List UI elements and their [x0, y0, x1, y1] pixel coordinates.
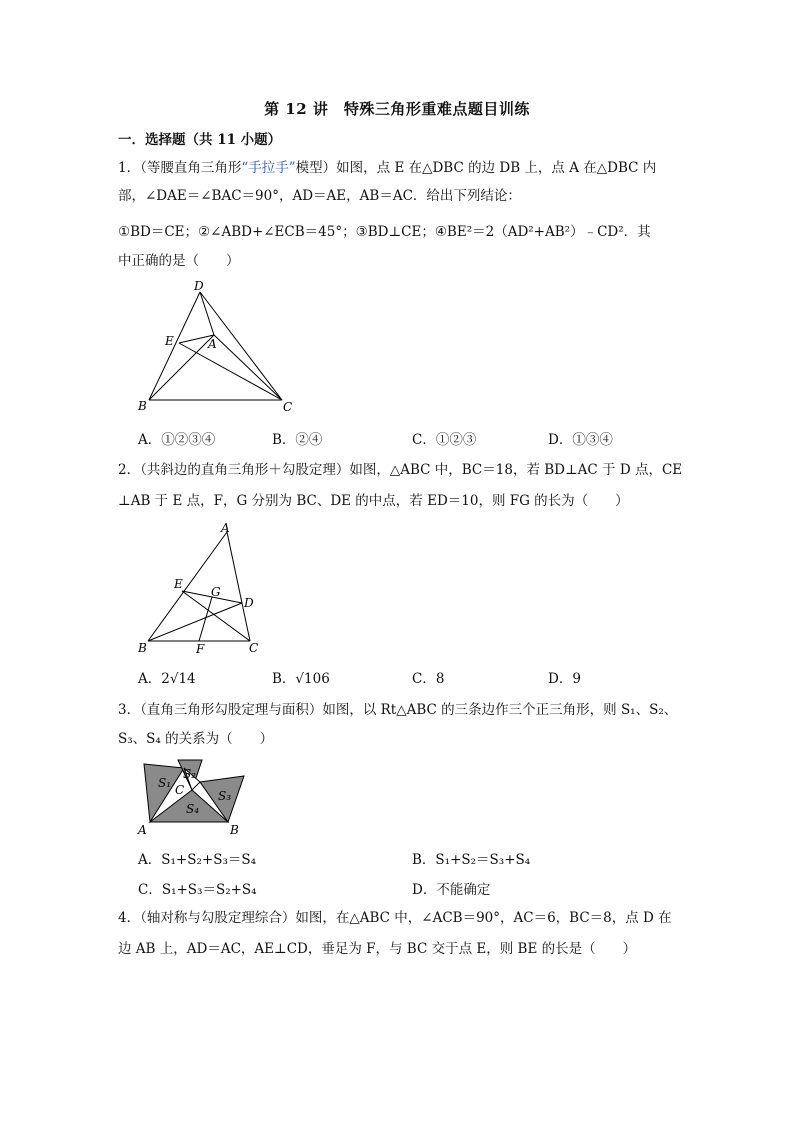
q2-line-2: ⊥AB 于 E 点，F，G 分别为 BC、DE 的中点，若 ED＝10，则 FG 的长为（ ）: [118, 493, 629, 509]
q1-line-4: 中正确的是（ ）: [118, 253, 240, 269]
q4-line-2: 边 AB 上，AD＝AC，AE⊥CD，垂足为 F，与 BC 交于点 E，则 BE 的长是（ ）: [118, 941, 637, 957]
q1-line-3: ①BD＝CE；②∠ABD+∠ECB＝45°；③BD⊥CE；④BE²＝2（AD²+AB²）﹣CD²．其: [118, 224, 651, 240]
q3-line-1: 3．（直角三角形勾股定理与面积）如图，以 Rt△ABC 的三条边作三个正三角形，则 S₁、S₂、: [118, 702, 678, 718]
q2-figure: [132, 520, 268, 658]
q2-label-B: B: [138, 641, 147, 655]
q4-line-1: 4．（轴对称与勾股定理综合）如图，在△ABC 中，∠ACB＝90°，AC＝6，BC＝8，点 D 在: [118, 910, 672, 926]
q1-label-E: E: [165, 334, 174, 348]
q2-option-c[interactable]: C．8: [412, 671, 445, 687]
q3-label-B: B: [230, 823, 239, 837]
q3-label-s3: S₃: [218, 789, 232, 803]
q3-label-s1: S₁: [158, 776, 172, 790]
q1-line-1: 1．（等腰直角三角形“手拉手”模型）如图，点 E 在△DBC 的边 DB 上，点 A 在△DBC 内: [118, 160, 657, 176]
q3-option-b[interactable]: B．S₁+S₂＝S₃+S₄: [412, 852, 531, 868]
q2-label-C: C: [249, 641, 259, 655]
page-title: 第 12 讲 特殊三角形重难点题目训练: [264, 100, 530, 118]
q3-label-C: C: [175, 783, 185, 797]
q2-label-F: F: [196, 642, 205, 656]
q1-line-2: 部，∠DAE＝∠BAC＝90°，AD＝AE，AB＝AC．给出下列结论：: [118, 188, 521, 204]
q3-label-A: A: [138, 823, 147, 837]
q2-label-E: E: [174, 577, 183, 591]
q2-option-d[interactable]: D．9: [548, 671, 581, 687]
q1-label-A: A: [208, 337, 217, 351]
q2-option-b[interactable]: B．√106: [272, 671, 330, 687]
q1-label-C: C: [283, 400, 293, 414]
q3-label-s4: S₄: [186, 802, 200, 816]
q2-label-G: G: [211, 585, 221, 599]
q1-label-D: D: [194, 280, 204, 293]
q1-label-B: B: [138, 399, 147, 413]
q1-figure: [132, 280, 302, 418]
q2-line-1: 2．（共斜边的直角三角形＋勾股定理）如图，△ABC 中，BC＝18，若 BD⊥AC 于 D 点，CE: [118, 462, 683, 478]
q1-option-a[interactable]: A．①②③④: [138, 432, 216, 448]
q3-option-c[interactable]: C．S₁+S₃＝S₂+S₄: [138, 882, 257, 898]
q1-option-d[interactable]: D．①③④: [548, 432, 613, 448]
q2-label-D: D: [244, 596, 254, 610]
q1-option-b[interactable]: B．②④: [272, 432, 323, 448]
q2-option-a[interactable]: A．2√14: [138, 671, 196, 687]
q3-line-2: S₃、S₄ 的关系为（ ）: [118, 731, 274, 747]
q1-option-c[interactable]: C．①②③: [412, 432, 477, 448]
q3-figure: [132, 756, 250, 838]
q2-label-A: A: [221, 521, 230, 535]
q3-label-s2: S₂: [183, 767, 197, 781]
q3-option-a[interactable]: A．S₁+S₂+S₃＝S₄: [138, 852, 257, 868]
section-heading: 一．选择题（共 11 小题）: [118, 132, 282, 148]
q3-option-d[interactable]: D．不能确定: [412, 882, 491, 898]
